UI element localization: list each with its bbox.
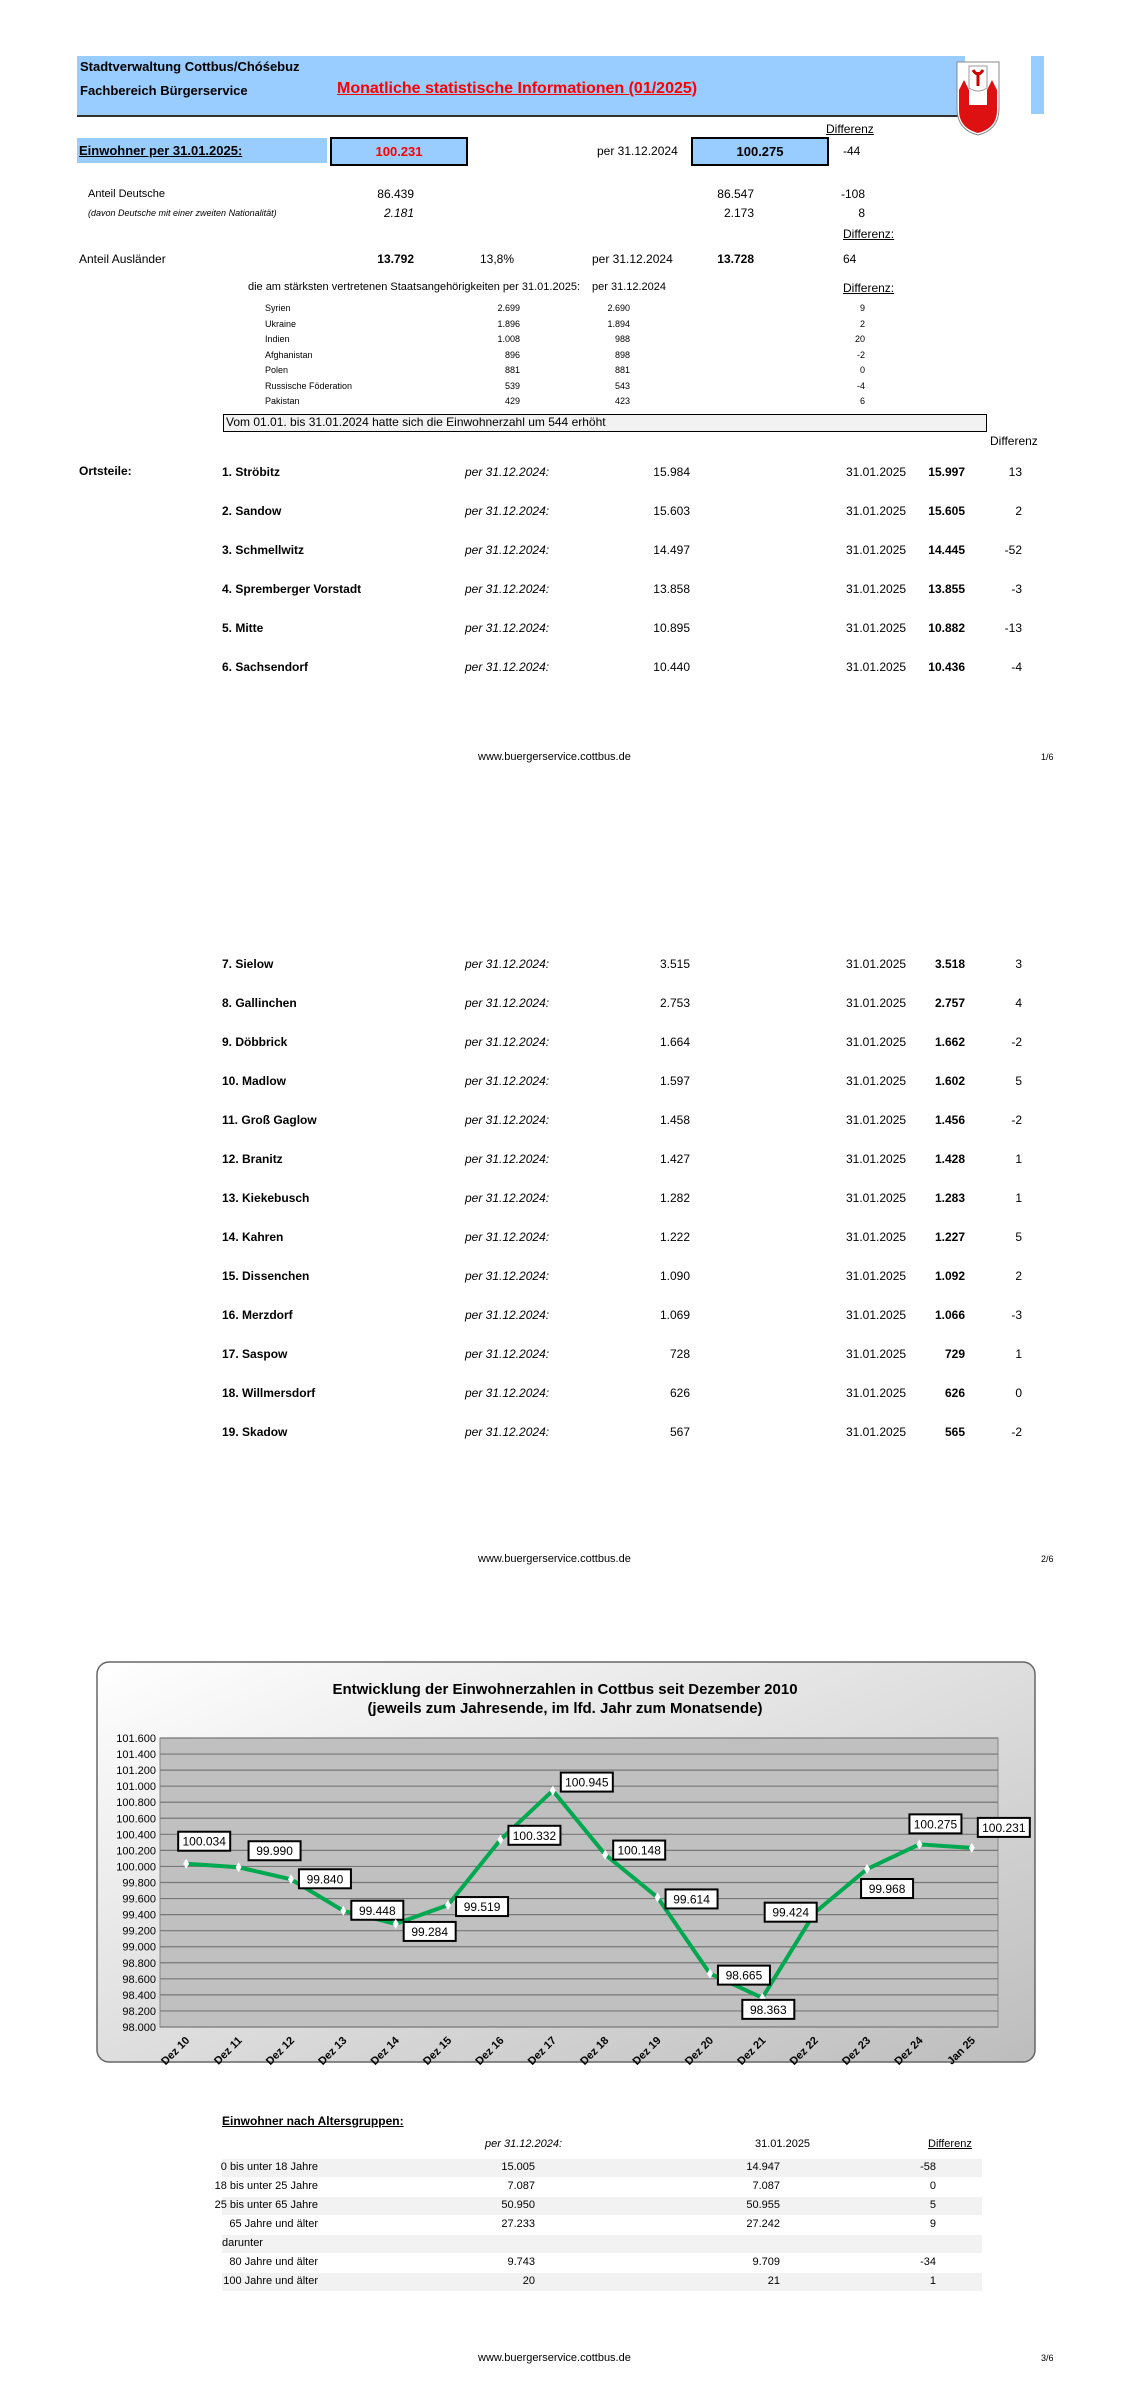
district-name: 14. Kahren: [222, 1230, 284, 1244]
district-prev-label: per 31.12.2024:: [465, 1269, 550, 1283]
district-diff: 3: [1015, 957, 1022, 971]
district-name: 1. Ströbitz: [222, 465, 281, 479]
district-prev-value: 15.603: [653, 504, 690, 518]
district-prev-label: per 31.12.2024:: [465, 996, 550, 1010]
y-tick-label: 101.200: [116, 1765, 156, 1778]
data-label: 99.990: [256, 1844, 293, 1859]
x-tick-label: Dez 14: [368, 2034, 402, 2068]
district-prev-value: 1.222: [659, 1230, 690, 1244]
district-diff: 1: [1015, 1152, 1022, 1166]
district-diff: -2: [1011, 1113, 1022, 1127]
germans-diff: -108: [840, 187, 865, 201]
district-prev-value: 15.984: [653, 465, 690, 479]
nationality-prev: 423: [614, 396, 630, 406]
prev-label: per 31.12.2024: [597, 144, 678, 158]
dual-diff: 8: [858, 206, 865, 220]
age-group-label: 80 Jahre und älter: [229, 2256, 318, 2268]
y-tick-label: 98.000: [122, 2022, 156, 2034]
age-diff: -34: [920, 2256, 936, 2268]
district-name: 17. Saspow: [222, 1347, 288, 1361]
district-diff: -2: [1011, 1035, 1022, 1049]
age-prev-value: 15.005: [501, 2161, 535, 2173]
nationality-diff: 0: [859, 365, 865, 375]
age-current-value: 14.947: [746, 2161, 780, 2173]
x-tick-label: Jan 25: [945, 2034, 978, 2068]
district-name: 11. Groß Gaglow: [222, 1113, 317, 1127]
y-tick-label: 100.400: [116, 1829, 156, 1842]
x-tick-label: Dez 17: [525, 2034, 559, 2068]
district-current-value: 10.882: [928, 621, 965, 635]
data-label: 100.332: [512, 1828, 557, 1843]
district-prev-label: per 31.12.2024:: [465, 660, 550, 674]
age-col-prev: per 31.12.2024:: [485, 2138, 563, 2150]
x-tick-label: Dez 15: [421, 2034, 455, 2068]
nationality-diff: 2: [859, 318, 865, 329]
age-current-value: 27.242: [746, 2218, 780, 2230]
age-current-value: 9.709: [752, 2256, 780, 2268]
district-date: 31.01.2025: [846, 1035, 907, 1049]
district-date: 31.01.2025: [846, 957, 907, 971]
nationality-diff: 6: [859, 396, 865, 406]
district-date: 31.01.2025: [846, 465, 907, 479]
y-tick-label: 99.600: [122, 1893, 156, 1906]
data-label: 98.665: [725, 1968, 763, 1983]
page-number: 2/6: [1041, 1554, 1054, 1564]
data-label: 99.519: [463, 1900, 501, 1915]
district-date: 31.01.2025: [846, 660, 907, 674]
page-title: Monatliche statistische Informationen (01/2025): [337, 80, 698, 97]
district-prev-label: per 31.12.2024:: [465, 1347, 550, 1361]
page-number: 1/6: [1041, 752, 1054, 762]
district-prev-value: 626: [669, 1386, 690, 1400]
footer-url[interactable]: www.buergerservice.cottbus.de: [478, 1553, 631, 1565]
data-label: 99.614: [673, 1892, 710, 1907]
district-current-value: 3.518: [934, 957, 965, 971]
district-prev-value: 2.753: [659, 996, 690, 1010]
data-label: 100.034: [182, 1834, 226, 1849]
y-tick-label: 101.400: [116, 1749, 156, 1762]
district-prev-value: 1.090: [659, 1269, 690, 1283]
district-name: 7. Sielow: [222, 957, 274, 971]
district-date: 31.01.2025: [846, 1347, 907, 1361]
district-prev-label: per 31.12.2024:: [465, 1386, 550, 1400]
x-tick-label: Dez 23: [840, 2034, 874, 2068]
districts-diff-header: Differenz: [990, 434, 1038, 448]
district-prev-label: per 31.12.2024:: [465, 1113, 550, 1127]
district-current-value: 1.283: [934, 1191, 965, 1205]
prev-value: 100.275: [691, 137, 829, 166]
district-diff: 5: [1015, 1074, 1022, 1088]
age-prev-value: 7.087: [507, 2180, 535, 2192]
district-diff: -2: [1011, 1425, 1022, 1439]
district-current-value: 15.997: [928, 465, 965, 479]
age-row-bg: [222, 2197, 982, 2215]
nationality-value: 2.699: [497, 303, 520, 313]
chart-title: Entwicklung der Einwohnerzahlen in Cottbus seit Dezember 2010: [332, 1681, 798, 1698]
nationality-prev: 2.690: [607, 303, 630, 313]
district-prev-label: per 31.12.2024:: [465, 1035, 550, 1049]
district-name: 10. Madlow: [222, 1074, 287, 1088]
age-col-diff: Differenz: [928, 2138, 972, 2150]
org-name: Stadtverwaltung Cottbus/Chóśebuz: [80, 59, 300, 74]
footer-url[interactable]: www.buergerservice.cottbus.de: [478, 2352, 631, 2364]
district-prev-value: 14.497: [653, 543, 690, 557]
x-tick-label: Dez 24: [892, 2034, 926, 2068]
district-date: 31.01.2025: [846, 621, 907, 635]
district-name: 8. Gallinchen: [222, 996, 297, 1010]
district-diff: 5: [1015, 1230, 1022, 1244]
district-current-value: 1.662: [934, 1035, 965, 1049]
x-tick-label: Dez 12: [263, 2034, 298, 2068]
chart-subtitle: (jeweils zum Jahresende, im lfd. Jahr zum Monatsende): [367, 1700, 763, 1717]
nationality-prev: 988: [614, 334, 630, 344]
district-prev-label: per 31.12.2024:: [465, 543, 550, 557]
nationality-diff: 9: [859, 303, 865, 313]
y-tick-label: 100.200: [116, 1845, 156, 1858]
data-label: 100.275: [913, 1817, 958, 1832]
coat-of-arms-icon: [955, 60, 1001, 136]
foreign-label: Anteil Ausländer: [79, 252, 166, 266]
district-prev-label: per 31.12.2024:: [465, 1308, 550, 1322]
data-label: 99.840: [306, 1872, 344, 1887]
district-prev-label: per 31.12.2024:: [465, 465, 550, 479]
district-name: 9. Döbbrick: [222, 1035, 288, 1049]
y-tick-label: 99.000: [122, 1941, 156, 1954]
y-tick-label: 100.800: [116, 1797, 156, 1810]
district-diff: 1: [1015, 1347, 1022, 1361]
district-diff: 13: [1008, 465, 1022, 479]
x-tick-label: Dez 11: [211, 2034, 245, 2068]
age-prev-value: 20: [522, 2275, 535, 2287]
age-current-value: 7.087: [752, 2180, 780, 2192]
age-prev-value: 50.950: [501, 2199, 535, 2211]
district-date: 31.01.2025: [846, 1230, 907, 1244]
district-diff: -3: [1011, 582, 1022, 596]
age-diff: 9: [929, 2218, 936, 2230]
nationality-value: 881: [504, 365, 520, 375]
nationality-name: Russische Föderation: [265, 380, 353, 391]
age-group-label: 18 bis unter 25 Jahre: [214, 2180, 318, 2192]
district-date: 31.01.2025: [846, 1425, 907, 1439]
age-diff: -58: [920, 2161, 936, 2173]
age-current-value: 21: [767, 2275, 780, 2287]
district-name: 3. Schmellwitz: [222, 543, 305, 557]
germans-label: Anteil Deutsche: [88, 188, 166, 200]
residents-diff: -44: [843, 144, 861, 158]
district-name: 12. Branitz: [222, 1152, 283, 1166]
y-tick-label: 99.200: [122, 1925, 156, 1938]
district-current-value: 729: [944, 1347, 965, 1361]
age-group-label: 65 Jahre und älter: [229, 2218, 318, 2230]
district-current-value: 13.855: [928, 582, 965, 596]
district-current-value: 626: [944, 1386, 965, 1400]
district-diff: 2: [1015, 1269, 1022, 1283]
germans-prev: 86.547: [717, 187, 754, 201]
age-diff: 0: [929, 2180, 936, 2192]
x-tick-label: Dez 20: [682, 2034, 717, 2068]
district-prev-value: 1.597: [659, 1074, 690, 1088]
x-tick-label: Dez 18: [578, 2034, 612, 2068]
district-prev-value: 13.858: [653, 582, 690, 596]
y-tick-label: 101.000: [116, 1781, 156, 1794]
district-prev-label: per 31.12.2024:: [465, 504, 550, 518]
nationality-prev: 881: [614, 365, 630, 375]
district-current-value: 1.227: [934, 1230, 965, 1244]
diff-header-2: Differenz:: [843, 227, 895, 241]
district-date: 31.01.2025: [846, 1269, 907, 1283]
population-line-chart: [95, 1660, 1040, 2070]
age-diff: 5: [929, 2199, 936, 2211]
nationality-diff: 20: [854, 334, 865, 344]
y-tick-label: 101.600: [116, 1733, 156, 1745]
data-label: 100.945: [565, 1775, 609, 1790]
district-current-value: 2.757: [934, 996, 965, 1010]
y-tick-label: 100.600: [116, 1813, 156, 1826]
district-prev-value: 10.895: [653, 621, 690, 635]
age-prev-value: 27.233: [501, 2218, 535, 2230]
age-row-bg: [222, 2159, 982, 2177]
x-tick-label: Dez 16: [473, 2034, 507, 2068]
data-label: 99.284: [411, 1924, 449, 1939]
district-name: 18. Willmersdorf: [222, 1386, 316, 1400]
district-prev-label: per 31.12.2024:: [465, 1425, 550, 1439]
district-current-value: 1.066: [934, 1308, 965, 1322]
foreign-diff: 64: [843, 252, 857, 266]
age-prev-value: 9.743: [507, 2256, 535, 2268]
district-date: 31.01.2025: [846, 1386, 907, 1400]
nationality-name: Polen: [265, 365, 289, 375]
district-current-value: 1.092: [934, 1269, 965, 1283]
district-date: 31.01.2025: [846, 1074, 907, 1088]
district-prev-label: per 31.12.2024:: [465, 1230, 550, 1244]
nationality-value: 1.896: [497, 318, 520, 329]
age-col-current: 31.01.2025: [755, 2138, 811, 2150]
districts-label: Ortsteile:: [79, 464, 132, 478]
district-prev-label: per 31.12.2024:: [465, 1191, 550, 1205]
district-date: 31.01.2025: [846, 1191, 907, 1205]
district-prev-label: per 31.12.2024:: [465, 582, 550, 596]
age-current-value: 50.955: [746, 2199, 780, 2211]
nationality-name: Afghanistan: [265, 349, 313, 360]
district-name: 4. Spremberger Vorstadt: [222, 582, 362, 596]
nationality-value: 539: [504, 380, 520, 391]
age-row-bg: [222, 2273, 982, 2291]
district-name: 16. Merzdorf: [222, 1308, 293, 1322]
y-tick-label: 98.400: [122, 1989, 156, 2002]
age-title: Einwohner nach Altersgruppen:: [222, 2114, 404, 2128]
nationality-value: 1.008: [497, 334, 520, 344]
y-tick-label: 99.800: [122, 1877, 156, 1890]
data-label: 99.424: [772, 1905, 810, 1920]
x-tick-label: Dez 10: [159, 2034, 193, 2068]
district-prev-value: 10.440: [653, 660, 690, 674]
footer-url[interactable]: www.buergerservice.cottbus.de: [478, 751, 631, 763]
district-date: 31.01.2025: [846, 543, 907, 557]
nationality-prev: 898: [614, 349, 630, 360]
district-diff: -13: [1004, 621, 1022, 635]
district-current-value: 14.445: [928, 543, 965, 557]
nationalities-prev-label: per 31.12.2024: [592, 281, 667, 293]
age-diff: 1: [929, 2275, 936, 2287]
age-group-label: 25 bis unter 65 Jahre: [214, 2199, 318, 2211]
y-tick-label: 98.800: [122, 1957, 156, 1970]
district-prev-value: 3.515: [659, 957, 690, 971]
nationality-value: 429: [504, 396, 520, 406]
district-date: 31.01.2025: [846, 1308, 907, 1322]
page-number: 3/6: [1041, 2353, 1054, 2363]
y-tick-label: 99.400: [122, 1909, 156, 1922]
age-row-bg: [222, 2235, 982, 2253]
district-prev-value: 1.427: [659, 1152, 690, 1166]
x-tick-label: Dez 22: [787, 2034, 821, 2068]
x-tick-label: Dez 13: [316, 2034, 350, 2068]
district-prev-value: 1.069: [659, 1308, 690, 1322]
district-name: 6. Sachsendorf: [222, 660, 309, 674]
y-tick-label: 98.600: [122, 1973, 156, 1986]
district-name: 5. Mitte: [222, 621, 264, 635]
district-diff: -52: [1004, 543, 1022, 557]
district-current-value: 565: [944, 1425, 965, 1439]
residents-value: 100.231: [330, 137, 468, 166]
district-current-value: 10.436: [928, 660, 965, 674]
district-diff: 0: [1015, 1386, 1022, 1400]
foreign-pct: 13,8%: [480, 252, 515, 266]
foreign-value: 13.792: [377, 252, 414, 266]
district-diff: 1: [1015, 1191, 1022, 1205]
department: Fachbereich Bürgerservice: [80, 83, 248, 98]
district-prev-label: per 31.12.2024:: [465, 957, 550, 971]
district-diff: -4: [1011, 660, 1022, 674]
residents-label: Einwohner per 31.01.2025:: [79, 143, 243, 158]
district-name: 15. Dissenchen: [222, 1269, 310, 1283]
district-diff: -3: [1011, 1308, 1022, 1322]
nationality-diff: -4: [856, 380, 865, 391]
data-label: 100.148: [617, 1843, 661, 1858]
district-current-value: 1.456: [934, 1113, 965, 1127]
dual-value: 2.181: [383, 206, 414, 220]
district-date: 31.01.2025: [846, 504, 907, 518]
nationality-name: Indien: [265, 334, 290, 344]
y-tick-label: 98.200: [122, 2005, 156, 2018]
district-current-value: 15.605: [928, 504, 965, 518]
district-prev-label: per 31.12.2024:: [465, 1074, 550, 1088]
nationality-prev: 543: [614, 380, 630, 391]
district-prev-value: 1.458: [659, 1113, 690, 1127]
district-date: 31.01.2025: [846, 996, 907, 1010]
data-label: 99.968: [868, 1882, 906, 1897]
district-name: 2. Sandow: [222, 504, 282, 518]
header-banner-edge: [1031, 56, 1044, 114]
dual-prev: 2.173: [723, 206, 754, 220]
district-prev-value: 1.282: [659, 1191, 690, 1205]
germans-value: 86.439: [377, 187, 414, 201]
district-prev-label: per 31.12.2024:: [465, 621, 550, 635]
nationality-value: 896: [504, 349, 520, 360]
nationality-name: Syrien: [265, 303, 291, 313]
district-date: 31.01.2025: [846, 1152, 907, 1166]
district-name: 13. Kiekebusch: [222, 1191, 310, 1205]
district-prev-value: 567: [669, 1425, 690, 1439]
district-name: 19. Skadow: [222, 1425, 288, 1439]
y-tick-label: 100.000: [116, 1861, 156, 1874]
district-current-value: 1.428: [934, 1152, 965, 1166]
nationality-diff: -2: [856, 349, 865, 360]
foreign-prev-label: per 31.12.2024: [592, 252, 673, 266]
district-prev-label: per 31.12.2024:: [465, 1152, 550, 1166]
x-tick-label: Dez 19: [630, 2034, 664, 2068]
dual-label: (davon Deutsche mit einer zweiten Nationalität): [88, 208, 277, 218]
district-diff: 2: [1015, 504, 1022, 518]
nationality-name: Pakistan: [265, 396, 300, 406]
data-label: 99.448: [358, 1903, 396, 1918]
age-group-label: darunter: [222, 2237, 263, 2249]
district-date: 31.01.2025: [846, 582, 907, 596]
diff-header: Differenz: [826, 122, 874, 136]
data-label: 100.231: [982, 1820, 1026, 1835]
district-date: 31.01.2025: [846, 1113, 907, 1127]
district-current-value: 1.602: [934, 1074, 965, 1088]
age-group-label: 0 bis unter 18 Jahre: [220, 2161, 318, 2173]
nationalities-diff-label: Differenz:: [843, 281, 895, 295]
age-group-label: 100 Jahre und älter: [223, 2275, 318, 2287]
change-note: Vom 01.01. bis 31.01.2024 hatte sich die Einwohnerzahl um 544 erhöht: [223, 414, 987, 432]
district-diff: 4: [1015, 996, 1022, 1010]
district-prev-value: 1.664: [659, 1035, 690, 1049]
foreign-prev: 13.728: [717, 252, 754, 266]
data-label: 98.363: [749, 2002, 787, 2017]
x-tick-label: Dez 21: [735, 2034, 769, 2068]
nationality-name: Ukraine: [265, 318, 297, 329]
district-prev-value: 728: [669, 1347, 690, 1361]
nationality-prev: 1.894: [607, 318, 630, 329]
nationalities-label: die am stärksten vertretenen Staatsangehörigkeiten per 31.01.2025:: [247, 281, 580, 293]
